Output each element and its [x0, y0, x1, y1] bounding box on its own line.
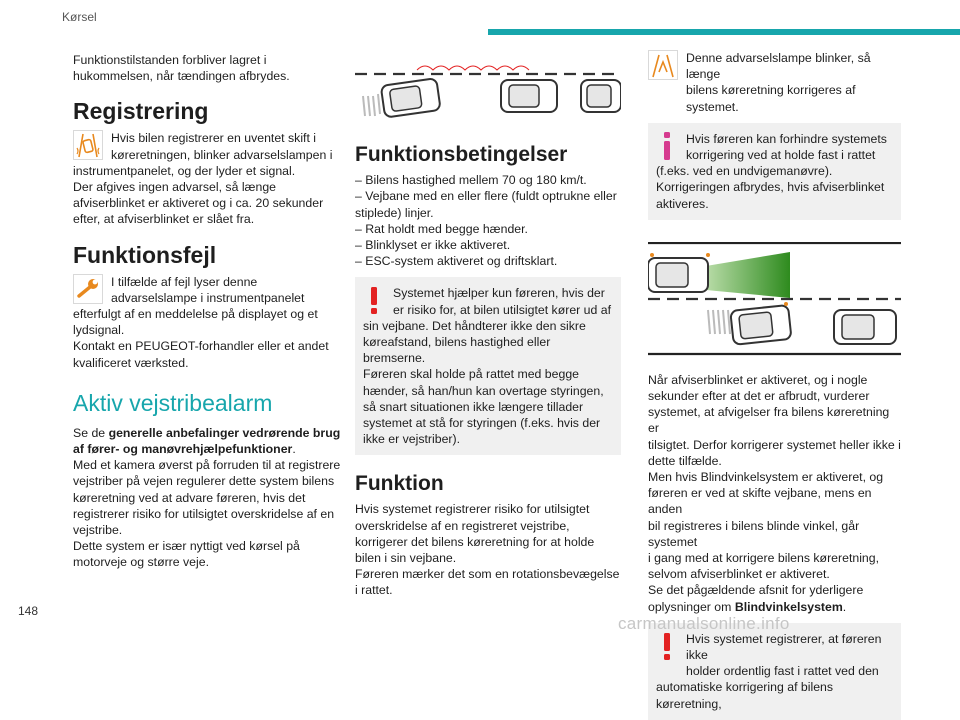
- info-icon: [656, 131, 678, 161]
- text-line: holder ordentlig fast i rattet ved den: [686, 664, 879, 679]
- text-line: (f.eks. ved en undvigemanøvre).: [656, 164, 833, 179]
- text-line: køreretningen, blinker advarselslampen i: [111, 147, 333, 162]
- blind-spot-illustration: [648, 242, 901, 356]
- text-line: Hvis føreren kan forhindre systemets: [686, 131, 887, 146]
- column-1: [73, 52, 341, 571]
- text-line: Se de generelle anbefalinger vedrørende brug: [73, 425, 341, 440]
- text-line: vejstribe.: [73, 523, 123, 538]
- warning-box: [355, 277, 621, 455]
- lamp-block: [648, 50, 901, 115]
- info-box: [648, 123, 901, 220]
- text-line: i rattet.: [355, 583, 393, 598]
- text-line: sekunder efter at det er afbrudt, vurderer: [648, 389, 870, 404]
- heading-funktionsfejl: Funktionsfejl: [73, 241, 217, 268]
- registrering-block: [73, 130, 341, 227]
- text-line: Dette system er især nyttigt ved kørsel på: [73, 539, 300, 554]
- text-line: aktiveres.: [656, 196, 709, 211]
- lane-departure-icon: [73, 130, 103, 160]
- text-line: systemet, at afvigelser fra bilens køreretning er: [648, 405, 890, 436]
- aktiv-block: [73, 425, 341, 571]
- exclamation-icon: [363, 285, 385, 315]
- text-line: bil registreres i bilens blinde vinkel, går systemet: [648, 518, 860, 549]
- text-line: sin vejbane. Det håndterer ikke den sikre: [363, 318, 586, 333]
- blind-spot-text: [648, 372, 901, 615]
- column-2: [355, 52, 621, 599]
- text-line: motorveje og større veje.: [73, 555, 209, 570]
- text-line: selvom afviserblinket er aktiveret.: [648, 567, 830, 582]
- text-line: Systemet hjælper kun føreren, hvis der: [393, 286, 605, 301]
- text-line: tilsigtet. Derfor korrigerer systemet heller ikke i: [648, 437, 901, 452]
- text-line: Se det pågældende afsnit for yderligere: [648, 583, 864, 598]
- intro-line: Funktionstilstanden forbliver lagret i: [73, 53, 267, 67]
- text-line: Med et kamera øverst på forruden til at registrere: [73, 458, 341, 473]
- text-line: korrigering ved at holde fast i rattet: [686, 148, 876, 163]
- text-line: oplysninger om Blindvinkelsystem.: [648, 599, 847, 614]
- text-line: køreretning ved at advare føreren, hvis det: [73, 490, 306, 505]
- text-line: Korrigeringen afbrydes, hvis afviserblinket: [656, 180, 885, 195]
- text-line: Når afviserblinket er aktiveret, og i nogle: [648, 372, 868, 387]
- car-correcting-lane-illustration: [355, 52, 621, 124]
- lane-warning-lamp-icon: [648, 50, 678, 80]
- text-line: lydsignal.: [73, 323, 125, 338]
- text-line: Hvis systemet registrerer risiko for utilsigtet: [355, 502, 590, 517]
- heading-registrering: Registrering: [73, 98, 209, 125]
- intro-line: hukommelsen, når tændingen afbrydes.: [73, 69, 290, 84]
- text-line: er risiko for, at bilen utilsigtet kører ud af: [393, 302, 612, 317]
- header-accent-bar: [488, 29, 960, 35]
- text-line: bilens køreretning korrigeres af systemet.: [686, 83, 856, 114]
- funktion-block: [355, 501, 621, 598]
- text-line: bilen i sin vejbane.: [355, 551, 457, 566]
- text-line: ikke er vejstriber).: [363, 432, 461, 447]
- list-item: – ESC-system aktiveret og driftsklart.: [355, 254, 558, 269]
- heading-aktiv-vejstribealarm: Aktiv vejstribealarm: [73, 389, 273, 416]
- list-item: stiplede) linjer.: [355, 205, 434, 220]
- text-line: i gang med at korrigere bilens køreretning,: [648, 551, 880, 566]
- text-line: Hvis bilen registrerer en uventet skift i: [111, 131, 317, 146]
- list-item: – Blinklyset er ikke aktiveret.: [355, 238, 511, 253]
- page-number: 148: [18, 604, 39, 618]
- list-item: – Bilens hastighed mellem 70 og 180 km/t.: [355, 173, 587, 188]
- heading-funktionsbetingelser: Funktionsbetingelser: [355, 143, 568, 167]
- text-line: bremserne.: [363, 351, 426, 366]
- warning-box-2: [648, 623, 901, 720]
- text-line: vejstriber på vejen regulerer dette system bilens: [73, 474, 335, 489]
- text-line: Kontakt en PEUGEOT-forhandler eller et andet: [73, 339, 329, 354]
- wrench-icon: [73, 274, 103, 304]
- text-line: kvalificeret værksted.: [73, 355, 189, 370]
- betingelser-list: [355, 172, 621, 269]
- watermark: carmanualsonline.info: [618, 614, 790, 633]
- text-line: Men hvis Blindvinkelsystem er aktiveret, og: [648, 470, 884, 485]
- text-line: af fører- og manøvrehjælpefunktioner.: [73, 442, 296, 457]
- text-line: afviserblinket er aktiveret og i ca. 20 sekunder: [73, 196, 324, 211]
- heading-funktion: Funktion: [355, 472, 444, 496]
- text-line: så snart situationen ikke længere tillader: [363, 399, 584, 414]
- text-line: automatiske korrigering af bilens køreretning,: [656, 680, 834, 711]
- list-item: – Rat holdt med begge hænder.: [355, 221, 528, 236]
- exclamation-icon: [656, 631, 678, 661]
- text-line: korrigerer det bilens køreretning for at holde: [355, 534, 595, 549]
- text-line: instrumentpanelet, og der lyder et signal.: [73, 163, 296, 178]
- text-line: advarselslampe i instrumentpanelet: [111, 290, 305, 305]
- text-line: Hvis systemet registrerer, at føreren ikke: [686, 631, 882, 663]
- text-line: føreren er ved at skifte vejbane, mens en anden: [648, 486, 872, 517]
- text-line: efter, at afviserblinket er slået fra.: [73, 212, 255, 227]
- text-line: systemet at stå for styringen (f.eks. hvis der: [363, 416, 601, 431]
- funktionsfejl-block: [73, 274, 341, 371]
- text-line: I tilfælde af fejl lyser denne: [111, 274, 258, 289]
- text-line: hænder, så han/hun kan overtage styringen,: [363, 383, 604, 398]
- text-line: køreafstand, bilens hastighed eller: [363, 335, 551, 350]
- text-line: registrerer risiko for utilsigtet overskridelse af en: [73, 506, 335, 521]
- list-item: – Vejbane med en eller flere (fuldt optrukne eller: [355, 189, 617, 204]
- text-line: efterfulgt af en meddelelse på displayet og et: [73, 307, 318, 322]
- text-line: Føreren skal holde på rattet med begge: [363, 367, 580, 382]
- text-line: dette tilfælde.: [648, 453, 722, 468]
- section-title: Kørsel: [62, 10, 97, 24]
- text-line: Føreren mærker det som en rotationsbevægelse: [355, 567, 620, 582]
- text-line: Denne advarselslampe blinker, så længe: [686, 51, 871, 82]
- text-line: overskridelse af en registreret vejstribe,: [355, 518, 570, 533]
- text-line: Der afgives ingen advarsel, så længe: [73, 180, 277, 195]
